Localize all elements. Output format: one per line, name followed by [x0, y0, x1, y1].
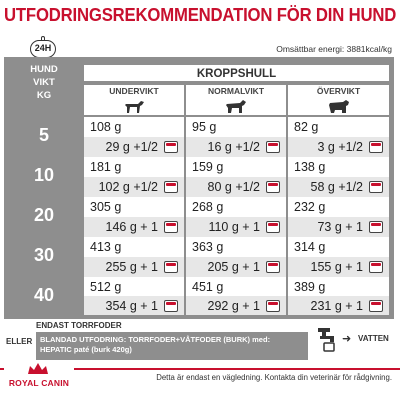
dry-cell: 268 g	[186, 197, 286, 217]
dry-cell: 138 g	[288, 157, 389, 177]
mix-cell	[186, 257, 286, 277]
mixed-feeding-label	[36, 332, 308, 360]
mix-value: 29 g +1/2	[105, 140, 158, 154]
can-icon	[164, 300, 178, 312]
fat-dog-icon	[328, 98, 350, 114]
dry-cell: 451 g	[186, 277, 286, 296]
body-condition-header: KROPPSHULL	[84, 65, 389, 83]
water-label: VATTEN	[358, 334, 389, 343]
mix-cell	[288, 137, 389, 157]
can-icon	[266, 141, 280, 153]
dry-cell: 413 g	[84, 237, 184, 257]
column-overweight	[288, 85, 389, 115]
mix-cell	[84, 217, 184, 237]
can-icon	[164, 221, 178, 233]
can-icon	[369, 300, 383, 312]
or-label: ELLER	[6, 337, 33, 346]
badge-label: 24H	[34, 43, 52, 53]
weight-label: 5	[38, 125, 49, 145]
mix-cell	[84, 177, 184, 197]
can-icon	[266, 181, 280, 193]
dry-cell: 108 g	[84, 117, 184, 137]
dry-cell: 181 g	[84, 157, 184, 177]
can-icon	[369, 261, 383, 273]
column-label: ÖVERVIKT	[316, 86, 361, 96]
mix-value: 80 g +1/2	[207, 180, 260, 194]
mix-cell	[288, 217, 389, 237]
can-icon	[369, 181, 383, 193]
column-label: UNDERVIKT	[109, 86, 159, 96]
can-icon	[164, 181, 178, 193]
mix-value: 146 g + 1	[105, 220, 158, 234]
mix-value: 73 g + 1	[317, 220, 363, 234]
can-icon	[164, 261, 178, 273]
can-icon	[369, 141, 383, 153]
column-normalweight	[186, 85, 286, 115]
weight-label: 10	[33, 165, 55, 185]
energy-info: Omsättbar energi: 3881kcal/kg	[276, 44, 392, 54]
mix-value: 3 g +1/2	[317, 140, 363, 154]
thin-dog-icon	[123, 98, 145, 114]
mix-value: 231 g + 1	[310, 299, 363, 313]
dry-cell: 159 g	[186, 157, 286, 177]
legend	[0, 319, 400, 363]
mix-value: 354 g + 1	[105, 299, 158, 313]
can-icon	[164, 141, 178, 153]
arrow-right-icon: ➜	[342, 333, 352, 345]
royal-canin-logo	[4, 362, 74, 396]
weight-header-line: VIKT	[33, 77, 55, 88]
mix-value: 102 g +1/2	[98, 180, 158, 194]
page-title: UTFODRINGSREKOMMENDATION FÖR DIN HUND	[4, 4, 397, 25]
mix-cell	[84, 296, 184, 315]
dry-cell: 314 g	[288, 237, 389, 257]
mix-cell	[288, 177, 389, 197]
dry-only-label: ENDAST TORRFODER	[36, 321, 122, 330]
can-icon	[266, 300, 280, 312]
mix-cell	[84, 137, 184, 157]
mix-value: 292 g + 1	[207, 299, 260, 313]
mixed-feeding-line: BLANDAD UTFODRING: TORRFODER+VÅTFODER (BURK) med:	[40, 335, 271, 344]
dry-cell: 512 g	[84, 277, 184, 296]
weight-label: 20	[33, 205, 55, 225]
mix-cell	[186, 177, 286, 197]
weight-header	[4, 63, 84, 102]
dry-cell: 82 g	[288, 117, 389, 137]
weight-label: 40	[33, 285, 55, 305]
mix-value: 16 g +1/2	[207, 140, 260, 154]
weight-header-line: HUND	[30, 64, 58, 75]
mix-cell	[186, 217, 286, 237]
water-tap-icon	[316, 326, 338, 352]
normal-dog-icon	[225, 98, 247, 114]
weight-header-line: KG	[36, 90, 52, 101]
dry-cell: 389 g	[288, 277, 389, 296]
mix-value: 155 g + 1	[310, 260, 363, 274]
dry-cell: 305 g	[84, 197, 184, 217]
crown-icon	[26, 362, 50, 376]
mixed-feeding-line: HEPATIC paté (burk 420g)	[40, 345, 132, 354]
can-icon	[266, 261, 280, 273]
can-icon	[266, 221, 280, 233]
dry-cell: 363 g	[186, 237, 286, 257]
brand-name: ROYAL CANIN	[8, 378, 70, 388]
mix-cell	[288, 296, 389, 315]
mix-cell	[84, 257, 184, 277]
feeding-table	[4, 57, 394, 319]
mix-value: 205 g + 1	[207, 260, 260, 274]
can-icon	[369, 221, 383, 233]
dry-cell: 232 g	[288, 197, 389, 217]
mix-value: 110 g + 1	[208, 220, 260, 234]
column-underweight	[84, 85, 184, 115]
weight-label: 30	[33, 245, 55, 265]
disclaimer-text: Detta är endast en vägledning. Kontakta din veterinär för rådgivning.	[156, 373, 392, 382]
mix-value: 255 g + 1	[105, 260, 158, 274]
table-grid	[84, 65, 389, 315]
dry-cell: 95 g	[186, 117, 286, 137]
column-label: NORMALVIKT	[207, 86, 265, 96]
mix-value: 58 g +1/2	[310, 180, 363, 194]
mix-cell	[288, 257, 389, 277]
mix-cell	[186, 296, 286, 315]
24h-badge-icon	[30, 40, 56, 58]
mix-cell	[186, 137, 286, 157]
